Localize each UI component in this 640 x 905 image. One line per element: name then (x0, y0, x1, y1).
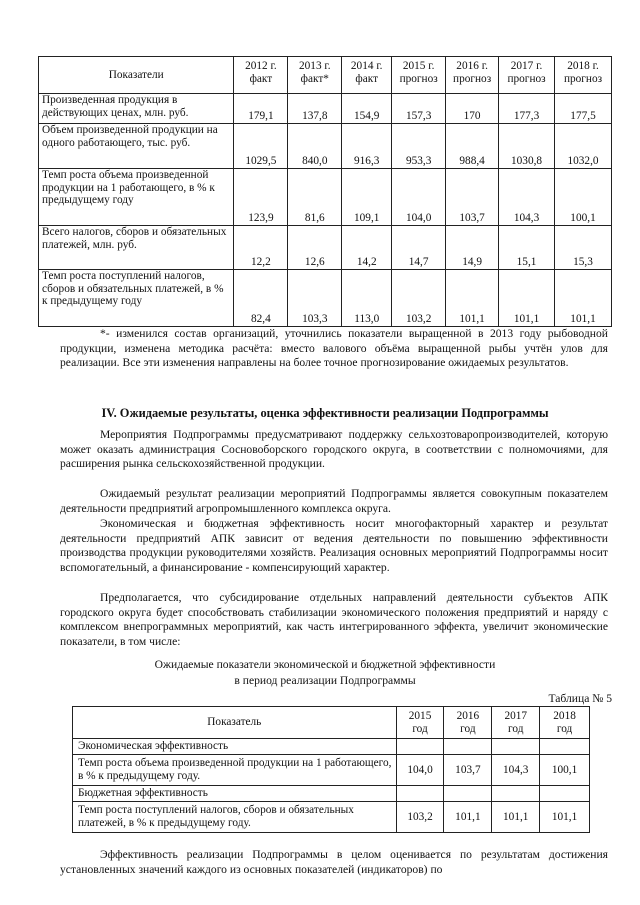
section-label: Экономическая эффективность (73, 739, 397, 755)
row-label: Темп роста поступлений налогов, сборов и обязательных платежей, в % к предыдущему году. (73, 802, 397, 833)
cell-value: 101,1 (540, 802, 590, 833)
section-row (73, 739, 590, 755)
cell-value: 14,9 (446, 226, 499, 270)
table-row (39, 226, 612, 270)
cell-value: 103,7 (446, 169, 499, 226)
cell-value: 177,5 (555, 94, 612, 124)
header-year: 2013 г. факт* (288, 57, 342, 94)
section-title: IV. Ожидаемые результаты, оценка эффективности реализации Подпрограммы (101, 406, 549, 420)
cell-value: 840,0 (288, 124, 342, 169)
header-year: 2017 год (492, 707, 540, 739)
table-number: Таблица № 5 (548, 692, 612, 705)
cell-value: 157,3 (392, 94, 446, 124)
cell-value: 1030,8 (499, 124, 555, 169)
section-label: Бюджетная эффективность (73, 786, 397, 802)
paragraph: Экономическая и бюджетная эффективность носит многофакторный характер и результат деятельности предприятий АПК зависит от ведения деятельности по повышению эффективности производства продукции руководителями хозяйств. Реализация основных мероприятий Подпрограммы носит вспомогательный, а финансирование - компенсирующий характер. (60, 517, 608, 574)
cell-value: 100,1 (540, 755, 590, 786)
row-label: Объем произведенной продукции на одного работающего, тыс. руб. (39, 124, 234, 169)
table-header-row (39, 57, 612, 94)
header-year: 2016 год (444, 707, 492, 739)
cell-value: 81,6 (288, 169, 342, 226)
footnote (60, 327, 608, 371)
cell-value: 177,3 (499, 94, 555, 124)
cell-value: 101,1 (555, 270, 612, 327)
cell-value: 179,1 (234, 94, 288, 124)
header-year: 2018 год (540, 707, 590, 739)
table-row (73, 802, 590, 833)
cell-value: 103,7 (444, 755, 492, 786)
table-caption-line: Ожидаемые показатели экономической и бюджетной эффективности (154, 658, 496, 671)
paragraph: Ожидаемый результат реализации мероприятий Подпрограммы является совокупным показателем деятельности предприятий агропромышленного комплекса округа. (60, 487, 608, 515)
cell-value: 101,1 (446, 270, 499, 327)
cell-value: 15,1 (499, 226, 555, 270)
cell-value: 1032,0 (555, 124, 612, 169)
cell-value: 104,3 (499, 169, 555, 226)
header-year: 2017 г. прогноз (499, 57, 555, 94)
cell-value: 14,2 (342, 226, 392, 270)
section-row (73, 786, 590, 802)
footnote-text: *- изменился состав организаций, уточнились показатели выращенной в 2013 году рыбоводной продукции, изменена методика расчёта: вместо валового объёма выращенной рыбы учтён улов для реализации. Все эти изменения направлены на более точное прогнозирование ожидаемых результатов. (60, 327, 608, 370)
cell-value: 101,1 (444, 802, 492, 833)
paragraph: Эффективность реализации Подпрограммы в целом оценивается по результатам достижения установленных значений каждого из основных показателей (индикаторов) по (60, 848, 608, 876)
row-label: Темп роста объема произведенной продукции на 1 работающего, в % к предыдущему году. (73, 755, 397, 786)
efficiency-table (72, 706, 590, 833)
cell-value: 103,2 (392, 270, 446, 327)
row-label: Произведенная продукция в действующих ценах, млн. руб. (39, 94, 234, 124)
header-year: 2014 г. факт (342, 57, 392, 94)
cell-value: 154,9 (342, 94, 392, 124)
cell-value: 113,0 (342, 270, 392, 327)
cell-value: 1029,5 (234, 124, 288, 169)
cell-value: 104,0 (396, 755, 444, 786)
cell-value: 104,3 (492, 755, 540, 786)
cell-value: 101,1 (499, 270, 555, 327)
header-year: 2015 г. прогноз (392, 57, 446, 94)
cell-value: 170 (446, 94, 499, 124)
header-year: 2012 г. факт (234, 57, 288, 94)
cell-value: 137,8 (288, 94, 342, 124)
cell-value: 123,9 (234, 169, 288, 226)
paragraph: Мероприятия Подпрограммы предусматривают поддержку сельхозтоваропроизводителей, которую может оказать администрация Сосновоборского городского округа, в соответствии с полномочиями, для расширения рынка сельскохозяйственной продукции. (60, 428, 608, 471)
cell-value: 103,2 (396, 802, 444, 833)
cell-value: 103,3 (288, 270, 342, 327)
cell-value: 916,3 (342, 124, 392, 169)
table-header-row (73, 707, 590, 739)
cell-value: 101,1 (492, 802, 540, 833)
header-year: 2016 г. прогноз (446, 57, 499, 94)
cell-value: 953,3 (392, 124, 446, 169)
table-row (73, 755, 590, 786)
cell-value: 82,4 (234, 270, 288, 327)
indicators-table (38, 56, 612, 327)
cell-value: 14,7 (392, 226, 446, 270)
table-row (39, 270, 612, 327)
table-caption-line: в период реализации Подпрограммы (234, 674, 416, 687)
table-row (39, 124, 612, 169)
row-label: Темп роста поступлений налогов, сборов и обязательных платежей, в % к предыдущему году (39, 270, 234, 327)
row-label: Всего налогов, сборов и обязательных платежей, млн. руб. (39, 226, 234, 270)
cell-value: 104,0 (392, 169, 446, 226)
cell-value: 988,4 (446, 124, 499, 169)
paragraph: Предполагается, что субсидирование отдельных направлений деятельности субъектов АПК городского округа будет способствовать стабилизации экономического положения предприятий и наряду с комплексом внепрограммных мероприятий, как часть интегрированного эффекта, увеличит экономические показатели, в том числе: (60, 591, 608, 648)
header-indicator: Показатель (73, 707, 397, 739)
table-row (39, 169, 612, 226)
header-year: 2015 год (396, 707, 444, 739)
cell-value: 100,1 (555, 169, 612, 226)
cell-value: 15,3 (555, 226, 612, 270)
cell-value: 12,6 (288, 226, 342, 270)
row-label: Темп роста объема произведенной продукции на 1 работающего, в % к предыдущему году (39, 169, 234, 226)
table-row (39, 94, 612, 124)
header-year: 2018 г. прогноз (555, 57, 612, 94)
header-indicator: Показатели (39, 57, 234, 94)
cell-value: 109,1 (342, 169, 392, 226)
cell-value: 12,2 (234, 226, 288, 270)
